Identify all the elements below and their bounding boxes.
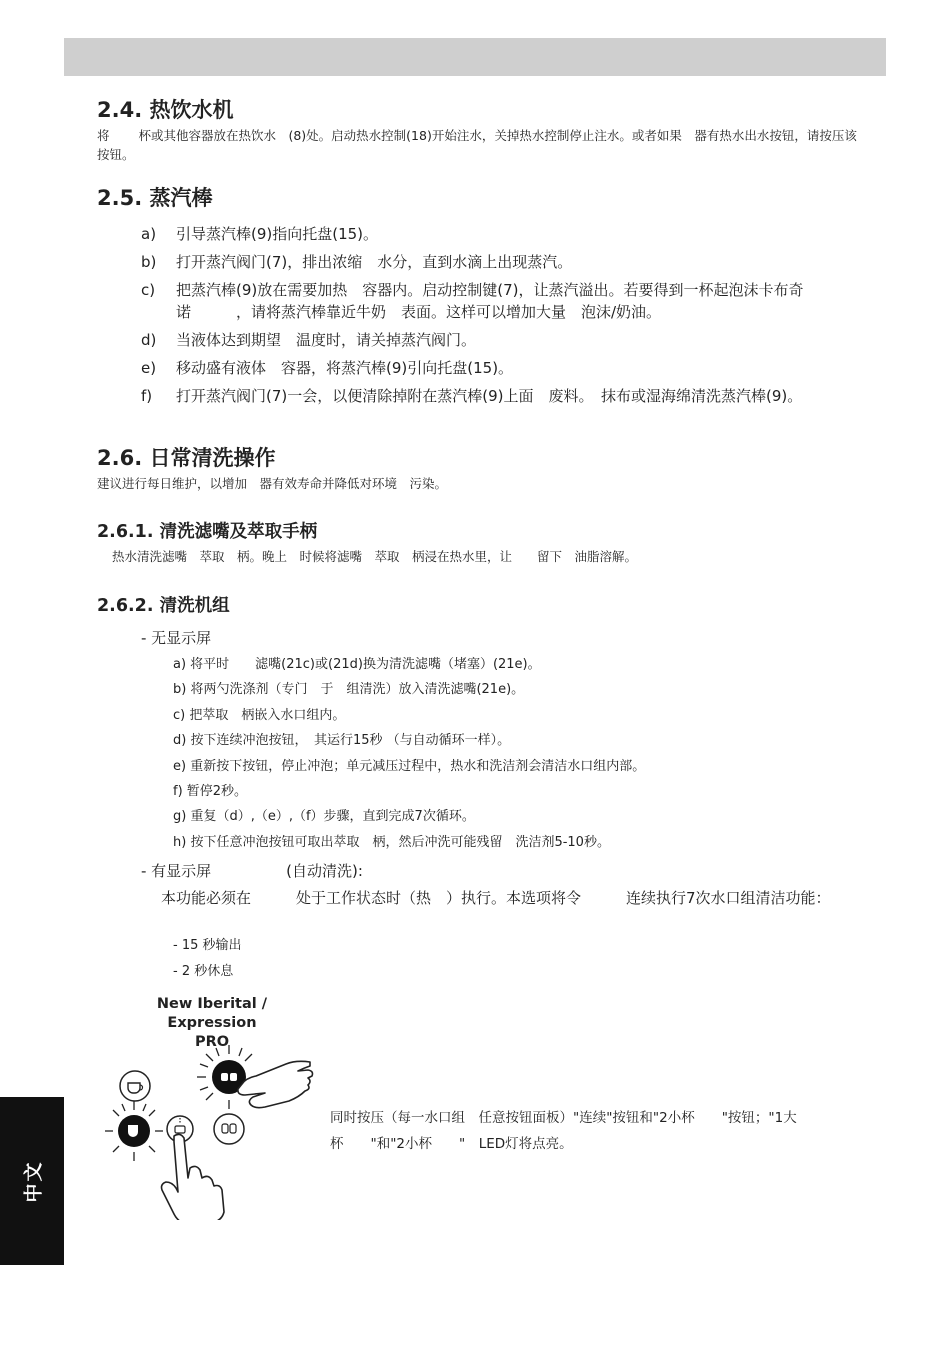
item-text: 移动盛有液体 容器，将蒸汽棒(9)引向托盘(15)。 [176, 359, 514, 377]
step-item: e) 重新按下按钮，停止冲泡；单元减压过程中，热水和洗洁剂会清洁水口组内部。 [173, 759, 646, 774]
step-item: a) 将平时 滤嘴(21c)或(21d)换为清洗滤嘴（堵塞）(21e)。 [173, 657, 541, 672]
control-panel-figure [100, 1040, 320, 1220]
list-item [141, 357, 857, 379]
item-text: 把蒸汽棒(9)放在需要加热 容器内。启动控制键(7)，让蒸汽溢出。若要得到一杯起泡沫卡布奇诺 ，请将蒸汽棒靠近牛奶 表面。这样可以增加大量 泡沫/奶油。 [176, 281, 804, 321]
list-item [141, 251, 857, 273]
section-2-6-title: 2.6. 日常清洗操作 [97, 446, 276, 470]
item-label: b) [141, 253, 157, 271]
with-display-body: 本功能必须在 处于工作状态时（热 ）执行。本选项将令 连续执行7次水口组清洁功能： [161, 889, 831, 907]
section-2-6-1-title: 2.6.1. 清洗滤嘴及萃取手柄 [97, 522, 318, 542]
item-text: 打开蒸汽阀门(7)，排出浓缩 水分，直到水滴上出现蒸汽。 [176, 253, 573, 271]
step-item: h) 按下任意冲泡按钮可取出萃取 柄，然后冲洗可能残留 洗洁剂5-10秒。 [173, 835, 610, 850]
caption-line-2: PRO [194, 1034, 230, 1050]
bullet-item: - 15 秒输出 [173, 938, 242, 953]
two-cups-icon [197, 1045, 252, 1109]
section-2-5-title: 2.5. 蒸汽棒 [97, 186, 213, 210]
language-tab-label: 中文 [22, 1159, 45, 1203]
list-item [141, 279, 857, 323]
hand-pointer-icon [162, 1134, 225, 1220]
section-2-4-body: 将 杯或其他容器放在热饮水 (8)处。启动热水控制(18)开始注水，关掉热水控制停止注水。或者如果 器有热水出水按钮，请按压该按钮。 [97, 128, 857, 162]
list-item [141, 385, 857, 407]
no-display-heading: - 无显示屏 [141, 629, 212, 647]
step-item: g) 重复（d）,（e）,（f）步骤，直到完成7次循环。 [173, 809, 475, 824]
step-item: b) 将两勺洗涤剂（专门 于 组清洗）放入清洗滤嘴(21e)。 [173, 682, 525, 697]
item-label: f) [141, 387, 153, 405]
with-display-heading: - 有显示屏 (自动清洗): [141, 862, 363, 880]
cup-icon [120, 1071, 150, 1101]
item-label: e) [141, 359, 157, 377]
item-label: d) [141, 331, 157, 349]
item-text: 引导蒸汽棒(9)指向托盘(15)。 [176, 225, 379, 243]
language-tab [0, 1097, 64, 1265]
list-item [141, 329, 857, 351]
section-2-6-body: 建议进行每日维护，以增加 器有效寿命并降低对环境 污染。 [97, 476, 448, 491]
bullet-item: - 2 秒休息 [173, 964, 234, 979]
item-text: 当液体达到期望 温度时，请关掉蒸汽阀门。 [176, 331, 477, 349]
section-2-6-1-body: 热水清洗滤嘴 萃取 柄。晚上 时候将滤嘴 萃取 柄浸在热水里，让 留下 油脂溶解。 [112, 549, 638, 564]
list-item [141, 223, 857, 245]
header-bar [64, 38, 886, 76]
step-item: c) 把萃取 柄嵌入水口组内。 [173, 708, 346, 723]
hand-pointer-icon [238, 1061, 313, 1107]
section-2-6-2-title: 2.6.2. 清洗机组 [97, 596, 230, 616]
step-item: d) 按下连续冲泡按钮， 其运行15秒 （与自动循环一样）。 [173, 733, 511, 748]
item-label: c) [141, 281, 156, 299]
item-label: a) [141, 225, 157, 243]
small-cups-icon [214, 1114, 244, 1144]
item-text: 打开蒸汽阀门(7)一会，以便清除掉附在蒸汽棒(9)上面 废料。 抹布或湿海绵清洗蒸汽棒(9)。 [176, 387, 803, 405]
step-item: f) 暂停2秒。 [173, 784, 248, 799]
section-2-4-title: 2.4. 热饮水机 [97, 98, 234, 122]
panel-description: 同时按压（每一水口组 任意按钮面板）"连续"按钮和"2小杯 "按钮；"1大杯 "和"2小杯 " LED灯将点亮。 [330, 1110, 797, 1152]
caption-line-1: New Iberital / Expression [156, 996, 268, 1031]
large-cup-icon [105, 1101, 163, 1161]
